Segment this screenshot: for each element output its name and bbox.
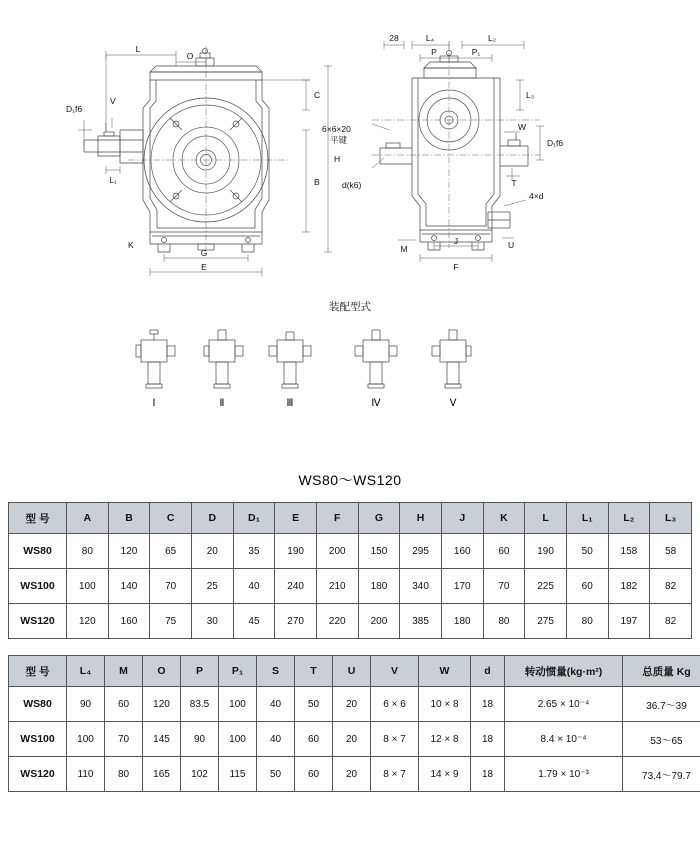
dimension-table-1: [8, 502, 692, 639]
cell-l1: 50: [566, 534, 608, 569]
cell-mass: 36.7～39: [623, 687, 700, 722]
cell-w: 10 × 8: [419, 687, 471, 722]
assembly-variant-label-4: Ⅳ: [371, 398, 381, 409]
cell-h: 295: [400, 534, 442, 569]
cell-j: 170: [441, 569, 483, 604]
svg-text:T: T: [511, 178, 517, 188]
series-title: WS80～WS120: [298, 472, 402, 488]
cell-h: 340: [400, 569, 442, 604]
cell-t: 60: [295, 757, 333, 792]
svg-text:C: C: [314, 90, 321, 100]
svg-text:E: E: [201, 262, 207, 272]
col-header-c: C: [150, 503, 192, 534]
col-header-d1: D₁: [233, 503, 275, 534]
cell-l2: 182: [608, 569, 650, 604]
cell-j: 160: [441, 534, 483, 569]
col-header-m: M: [105, 656, 143, 687]
cell-s: 40: [257, 687, 295, 722]
svg-text:P₁: P₁: [471, 47, 481, 57]
col-header-o: O: [143, 656, 181, 687]
svg-text:28: 28: [389, 33, 399, 43]
cell-model: WS120: [9, 757, 67, 792]
cell-o: 145: [143, 722, 181, 757]
cell-mass: 73.4～79.7: [623, 757, 700, 792]
col-header-e: E: [275, 503, 317, 534]
svg-text:F: F: [453, 262, 459, 272]
cell-l1: 80: [566, 604, 608, 639]
cell-e: 240: [275, 569, 317, 604]
cell-m: 60: [105, 687, 143, 722]
col-header-l2: L₂: [608, 503, 650, 534]
cell-m: 80: [105, 757, 143, 792]
cell-v: 8 × 7: [371, 722, 419, 757]
svg-text:U: U: [508, 240, 515, 250]
col-header-inertia: 转动惯量(kg·m²): [505, 656, 623, 687]
col-header-d: D: [191, 503, 233, 534]
cell-l1: 60: [566, 569, 608, 604]
cell-k: 80: [483, 604, 525, 639]
col-header-l: L: [525, 503, 567, 534]
col-header-p: P: [181, 656, 219, 687]
table-row: [9, 722, 700, 757]
col-header-model: 型 号: [9, 656, 67, 687]
cell-l2: 158: [608, 534, 650, 569]
svg-text:6×6×20: 6×6×20: [322, 124, 351, 134]
svg-text:L₂: L₂: [487, 33, 497, 43]
assembly-variant-label-3: Ⅲ: [286, 398, 294, 409]
col-header-b: B: [108, 503, 150, 534]
col-header-mass: 总质量 Kg: [623, 656, 700, 687]
cell-model: WS100: [9, 722, 67, 757]
col-header-l4: L₄: [67, 656, 105, 687]
svg-text:L₄: L₄: [425, 33, 435, 43]
cell-d: 30: [191, 604, 233, 639]
cell-a: 80: [67, 534, 109, 569]
cell-w: 12 × 8: [419, 722, 471, 757]
svg-text:L₁: L₁: [109, 175, 117, 185]
cell-l: 190: [525, 534, 567, 569]
cell-f: 220: [316, 604, 358, 639]
svg-text:M: M: [400, 244, 408, 254]
cell-l3: 82: [650, 569, 692, 604]
dimension-table-1-wrapper: [8, 502, 692, 639]
svg-text:P: P: [431, 47, 437, 57]
cell-p: 102: [181, 757, 219, 792]
cell-u: 20: [333, 757, 371, 792]
cell-p: 83.5: [181, 687, 219, 722]
cell-g: 200: [358, 604, 400, 639]
cell-a: 100: [67, 569, 109, 604]
dimension-table-2: [8, 655, 700, 792]
cell-inertia: 8.4 × 10⁻⁴: [505, 722, 623, 757]
cell-k: 70: [483, 569, 525, 604]
cell-v: 8 × 7: [371, 757, 419, 792]
cell-u: 20: [333, 687, 371, 722]
svg-text:d(k6): d(k6): [342, 180, 362, 190]
cell-s: 40: [257, 722, 295, 757]
cell-j: 180: [441, 604, 483, 639]
svg-text:D₁f6: D₁f6: [547, 138, 564, 148]
cell-f: 200: [316, 534, 358, 569]
cell-p1: 100: [219, 722, 257, 757]
col-header-d: d: [471, 656, 505, 687]
cell-mass: 53～65: [623, 722, 700, 757]
cell-c: 75: [150, 604, 192, 639]
cell-e: 270: [275, 604, 317, 639]
svg-text:K: K: [128, 240, 134, 250]
cell-d: 18: [471, 757, 505, 792]
table-row: [9, 569, 692, 604]
col-header-j: J: [441, 503, 483, 534]
svg-text:J: J: [453, 236, 459, 246]
svg-text:装配型式: 装配型式: [329, 301, 371, 313]
cell-d: 25: [191, 569, 233, 604]
col-header-w: W: [419, 656, 471, 687]
cell-g: 150: [358, 534, 400, 569]
table-row: [9, 534, 692, 569]
cell-l3: 58: [650, 534, 692, 569]
table-header-row: [9, 656, 700, 687]
cell-m: 70: [105, 722, 143, 757]
col-header-a: A: [67, 503, 109, 534]
cell-b: 120: [108, 534, 150, 569]
svg-text:W: W: [518, 122, 527, 132]
table-header-row: [9, 503, 692, 534]
svg-text:G: G: [200, 248, 208, 258]
cell-u: 20: [333, 722, 371, 757]
svg-text:V: V: [110, 96, 116, 106]
cell-d1: 35: [233, 534, 275, 569]
svg-text:B: B: [314, 177, 320, 187]
cell-d1: 45: [233, 604, 275, 639]
col-header-u: U: [333, 656, 371, 687]
cell-c: 70: [150, 569, 192, 604]
svg-text:L: L: [135, 44, 141, 54]
cell-p1: 100: [219, 687, 257, 722]
cell-l4: 100: [67, 722, 105, 757]
cell-inertia: 1.79 × 10⁻³: [505, 757, 623, 792]
col-header-f: F: [316, 503, 358, 534]
cell-w: 14 × 9: [419, 757, 471, 792]
svg-text:H: H: [334, 154, 341, 164]
table-row: [9, 687, 700, 722]
cell-f: 210: [316, 569, 358, 604]
cell-v: 6 × 6: [371, 687, 419, 722]
cell-t: 60: [295, 722, 333, 757]
col-header-h: H: [400, 503, 442, 534]
col-header-k: K: [483, 503, 525, 534]
svg-text:L₃: L₃: [526, 90, 535, 100]
cell-l3: 82: [650, 604, 692, 639]
cell-g: 180: [358, 569, 400, 604]
cell-l4: 110: [67, 757, 105, 792]
assembly-variant-label-5: Ⅴ: [449, 398, 457, 409]
cell-l4: 90: [67, 687, 105, 722]
svg-text:平键: 平键: [330, 135, 348, 145]
col-header-l3: L₃: [650, 503, 692, 534]
cell-e: 190: [275, 534, 317, 569]
svg-text:D₁f6: D₁f6: [66, 104, 83, 114]
col-header-v: V: [371, 656, 419, 687]
cell-d: 18: [471, 687, 505, 722]
col-header-l1: L₁: [566, 503, 608, 534]
cell-model: WS80: [9, 687, 67, 722]
cell-d1: 40: [233, 569, 275, 604]
cell-h: 385: [400, 604, 442, 639]
col-header-p1: P₁: [219, 656, 257, 687]
cell-inertia: 2.65 × 10⁻⁴: [505, 687, 623, 722]
cell-k: 60: [483, 534, 525, 569]
cell-p: 90: [181, 722, 219, 757]
cell-t: 50: [295, 687, 333, 722]
cell-p1: 115: [219, 757, 257, 792]
cell-o: 165: [143, 757, 181, 792]
cell-s: 50: [257, 757, 295, 792]
cell-model: WS120: [9, 604, 67, 639]
cell-l: 225: [525, 569, 567, 604]
table-row: [9, 757, 700, 792]
cell-b: 140: [108, 569, 150, 604]
cell-d: 18: [471, 722, 505, 757]
cell-c: 65: [150, 534, 192, 569]
cell-model: WS80: [9, 534, 67, 569]
svg-text:4×d: 4×d: [529, 191, 544, 201]
cell-l: 275: [525, 604, 567, 639]
dimension-table-2-wrapper: [8, 655, 692, 792]
cell-b: 160: [108, 604, 150, 639]
col-header-s: S: [257, 656, 295, 687]
assembly-variant-label-2: Ⅱ: [219, 398, 225, 409]
svg-text:O: O: [186, 51, 194, 61]
cell-model: WS100: [9, 569, 67, 604]
cell-l2: 197: [608, 604, 650, 639]
col-header-t: T: [295, 656, 333, 687]
cell-a: 120: [67, 604, 109, 639]
table-row: [9, 604, 692, 639]
cell-d: 20: [191, 534, 233, 569]
col-header-model: 型 号: [9, 503, 67, 534]
assembly-variant-label-1: Ⅰ: [152, 398, 156, 409]
col-header-g: G: [358, 503, 400, 534]
cell-o: 120: [143, 687, 181, 722]
